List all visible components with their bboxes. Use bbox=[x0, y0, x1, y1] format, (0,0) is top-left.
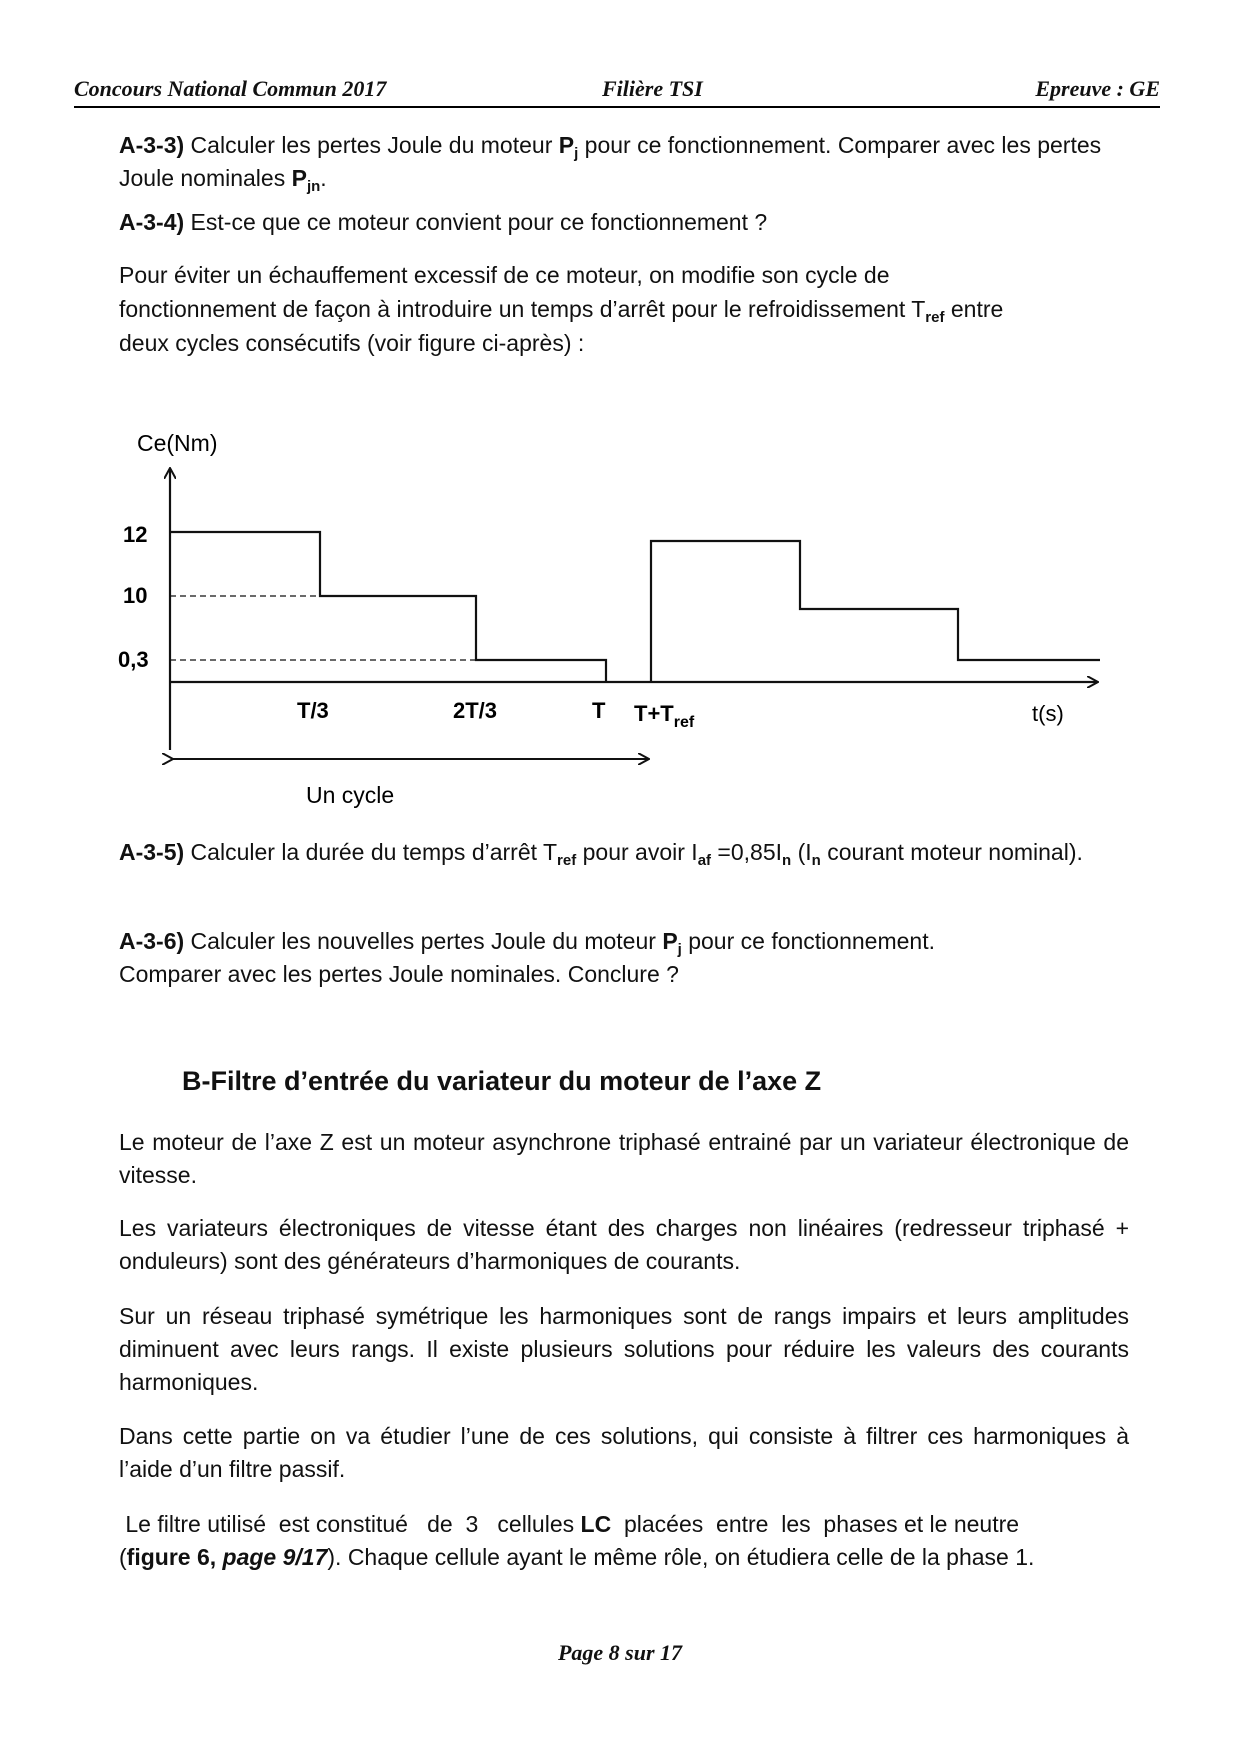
subscript: af bbox=[697, 852, 712, 869]
x-tick-two-t-third: 2T/3 bbox=[453, 698, 498, 723]
paragraph-1: Le moteur de l’axe Z est un moteur asynchrone triphasé entrainé par un variateur électronique de vitesse. bbox=[119, 1129, 1129, 1188]
question-text: =0,85I bbox=[711, 839, 783, 865]
section-b-title: B-Filtre d’entrée du variateur du moteur de l’axe Z bbox=[182, 1066, 822, 1096]
question-line: Comparer avec les pertes Joule nominales. Conclure ? bbox=[119, 961, 679, 987]
y-tick-10: 10 bbox=[123, 583, 148, 608]
question-label: A-3-4) bbox=[119, 209, 185, 235]
paragraph-line bbox=[119, 1508, 1129, 1541]
question-text: pour ce fonctionnement. bbox=[681, 928, 935, 954]
paragraph-3: Sur un réseau triphasé symétrique les harmoniques sont de rangs impairs et leurs amplitudes diminuent avec leurs rangs. Il existe plusieurs solutions pour réduire les valeurs des courants harmoniques. bbox=[119, 1303, 1129, 1395]
paragraph-line bbox=[119, 1541, 1129, 1574]
question-a-3-5 bbox=[119, 836, 1129, 869]
x-tick-t-plus-tref-main: T+T bbox=[634, 701, 674, 726]
subscript: n bbox=[782, 852, 792, 869]
symbol: P bbox=[662, 928, 678, 954]
y-tick-0-3: 0,3 bbox=[118, 647, 149, 672]
question-label: A-3-5) bbox=[119, 839, 185, 865]
question-text: pour avoir I bbox=[576, 839, 698, 865]
question-text: (I bbox=[791, 839, 812, 865]
symbol: P bbox=[291, 165, 307, 191]
question-label: A-3-6) bbox=[119, 928, 185, 954]
question-label: A-3-3) bbox=[119, 132, 185, 158]
header-subject: Epreuve : GE bbox=[1035, 76, 1160, 101]
x-tick-t-plus-tref-sub: ref bbox=[673, 714, 695, 731]
paragraph-2: Les variateurs électroniques de vitesse étant des charges non linéaires (redresseur triphasé + onduleurs) sont des générateurs d’harmoniques de courants. bbox=[119, 1215, 1129, 1274]
question-text: Est-ce que ce moteur convient pour ce fonctionnement ? bbox=[184, 209, 768, 235]
y-axis-label: Ce(Nm) bbox=[137, 430, 218, 456]
page-reference: page 9/17 bbox=[222, 1544, 328, 1570]
subscript: j bbox=[677, 941, 682, 958]
y-tick-12: 12 bbox=[123, 522, 148, 547]
paragraph-text: ). Chaque cellule ayant le même rôle, on étudiera celle de la phase 1. bbox=[327, 1544, 1035, 1570]
lc-term: LC bbox=[580, 1511, 612, 1537]
symbol: P bbox=[558, 132, 575, 158]
header-track: Filière TSI bbox=[602, 76, 703, 101]
x-tick-t-third: T/3 bbox=[297, 698, 329, 723]
intro-text: entre bbox=[944, 296, 1004, 322]
question-text: Calculer la durée du temps d’arrêt T bbox=[184, 839, 558, 865]
paragraph-text: placées entre les phases et le neutre bbox=[611, 1511, 1020, 1537]
paragraph-text: Le filtre utilisé est constitué de 3 cellules bbox=[119, 1511, 581, 1537]
intro-line: Pour éviter un échauffement excessif de ce moteur, on modifie son cycle de bbox=[119, 262, 890, 288]
paragraph-text: ( bbox=[119, 1544, 127, 1570]
subscript: jn bbox=[306, 178, 321, 195]
intro-text: fonctionnement de façon à introduire un temps d’arrêt pour le refroidissement T bbox=[119, 296, 926, 322]
x-axis-label: t(s) bbox=[1032, 701, 1064, 726]
x-tick-t-plus-tref bbox=[634, 701, 695, 731]
question-text: . bbox=[320, 165, 327, 191]
torque-cycle-2 bbox=[651, 541, 1100, 682]
subscript: j bbox=[574, 145, 579, 162]
question-text: Calculer les nouvelles pertes Joule du moteur bbox=[184, 928, 663, 954]
question-text: pour ce fonctionnement. Comparer avec les pertes Joule nominales bbox=[119, 132, 1102, 191]
subscript: n bbox=[811, 852, 821, 869]
intro-line: deux cycles consécutifs (voir figure ci-après) : bbox=[119, 330, 585, 356]
subscript: ref bbox=[557, 852, 577, 869]
x-tick-t: T bbox=[592, 698, 606, 723]
question-text: Calculer les pertes Joule du moteur bbox=[184, 132, 559, 158]
paragraph-4: Dans cette partie on va étudier l’une de ces solutions, qui consiste à filtrer ces harmoniques à l’aide d’un filtre passif. bbox=[119, 1423, 1129, 1482]
figure-reference: figure 6, bbox=[126, 1544, 223, 1570]
cycle-label: Un cycle bbox=[306, 782, 395, 808]
paragraph-5 bbox=[119, 1508, 1129, 1574]
page-footer: Page 8 sur 17 bbox=[557, 1640, 683, 1665]
header-exam-title: Concours National Commun 2017 bbox=[74, 76, 387, 101]
subscript: ref bbox=[925, 309, 945, 326]
question-a-3-6 bbox=[119, 925, 1129, 991]
question-text: courant moteur nominal). bbox=[820, 839, 1083, 865]
question-line bbox=[119, 925, 1129, 958]
